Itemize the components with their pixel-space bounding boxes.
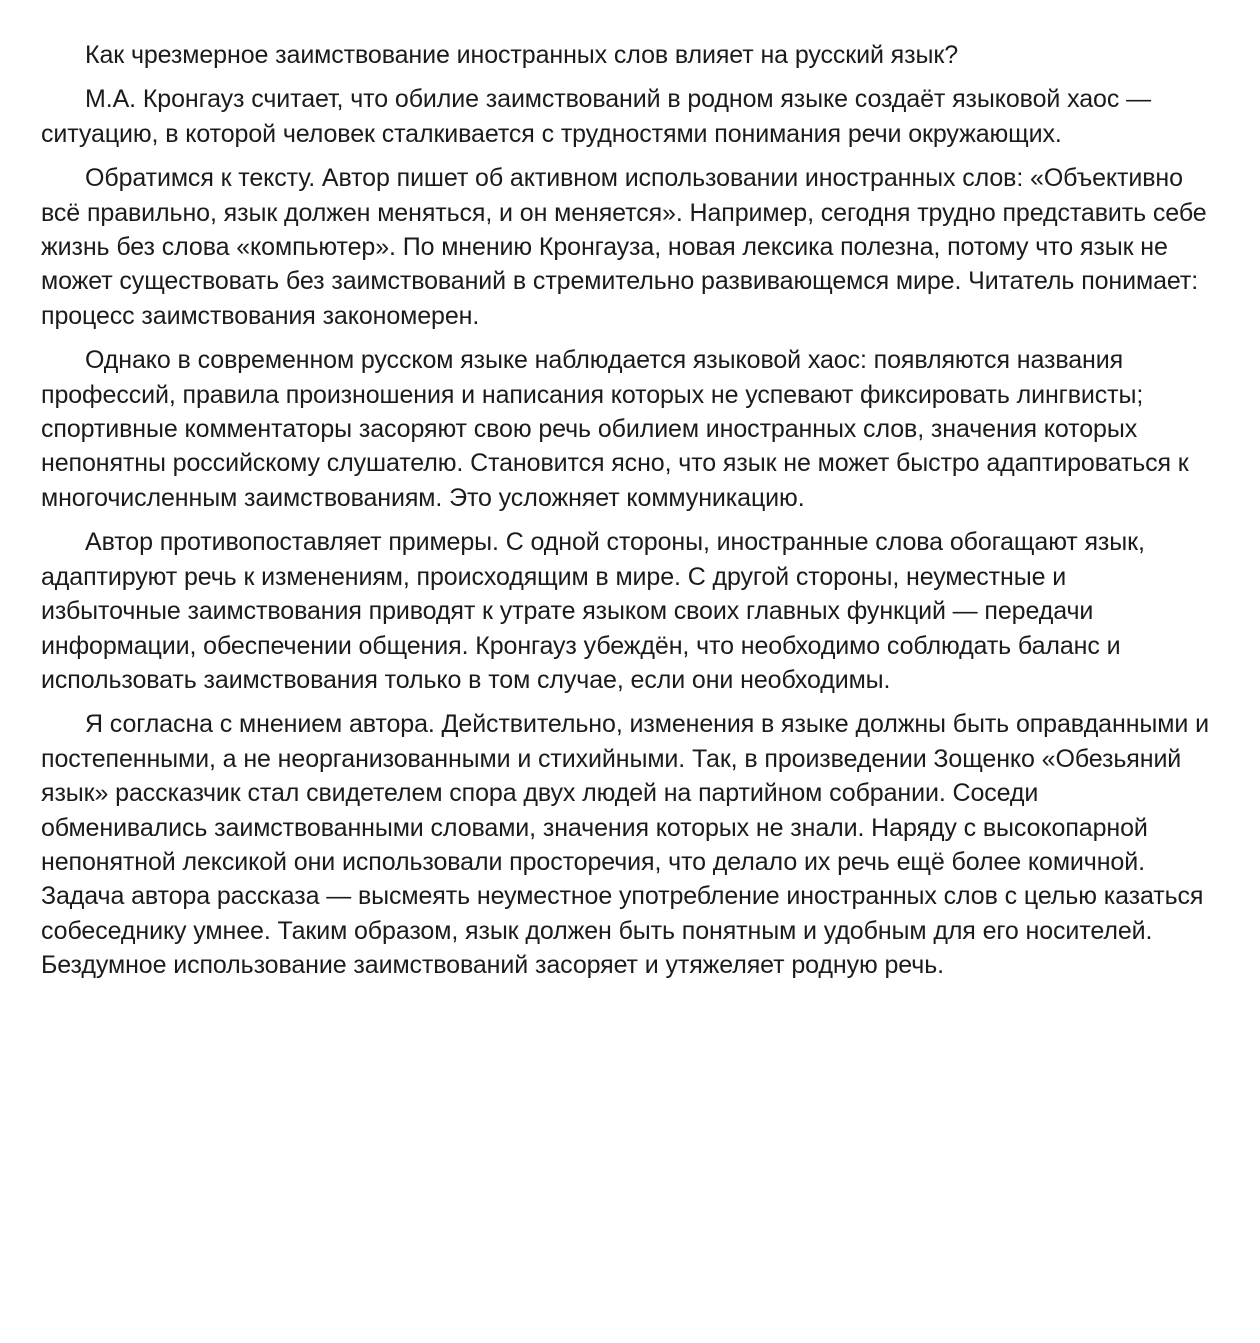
essay-paragraph-conclusion: Я согласна с мнением автора. Действительно, изменения в языке должны быть оправданными и постепенными, а не неорганизованными и стихийными. Так, в произведении Зощенко «Обезьяний язык» рассказчик стал свидетелем спора двух людей на партийном собрании. Соседи обменивались заимствованными словами, значения которых не знали. Наряду с высокопарной непонятной лексикой они использовали просторечия, что делало их речь ещё более комичной. Задача автора рассказа — высмеять неуместное употребление иностранных слов с целью казаться собеседнику умнее. Таким образом, язык должен быть понятным и удобным для его носителей. Бездумное использование заимствований засоряет и утяжеляет родную речь. [41, 710, 1209, 980]
essay-paragraph-thesis: М.А. Кронгауз считает, что обилие заимствований в родном языке создаёт языковой хаос — ситуацию, в которой человек сталкивается с трудностями понимания речи окружающих. [41, 85, 1151, 148]
essay-paragraph-example-1: Обратимся к тексту. Автор пишет об активном использовании иностранных слов: «Объективно всё правильно, язык должен меняться, и он меняется». Например, сегодня трудно представить себе жизнь без слова «компьютер». По мнению Кронгауза, новая лексика полезна, потому что язык не может существовать без заимствований в стремительно развивающемся мире. Читатель понимает: процесс заимствования закономерен. [41, 164, 1207, 330]
essay-question: Как чрезмерное заимствование иностранных слов влияет на русский язык? [85, 41, 958, 69]
essay-paragraph-contrast: Автор противопоставляет примеры. С одной стороны, иностранные слова обогащают язык, адаптируют речь к изменениям, происходящим в мире. С другой стороны, неуместные и избыточные заимствования приводят к утрате языком своих главных функций — передачи информации, обеспечении общения. Кронгауз убеждён, что необходимо соблюдать баланс и использовать заимствования только в том случае, если они необходимы. [41, 528, 1145, 694]
essay-text [41, 38, 1211, 993]
essay-paragraph-example-2: Однако в современном русском языке наблюдается языковой хаос: появляются названия профессий, правила произношения и написания которых не успевают фиксировать лингвисты; спортивные комментаторы засоряют свою речь обилием иностранных слов, значения которых непонятны российскому слушателю. Становится ясно, что язык не может быстро адаптироваться к многочисленным заимствованиям. Это усложняет коммуникацию. [41, 346, 1189, 512]
